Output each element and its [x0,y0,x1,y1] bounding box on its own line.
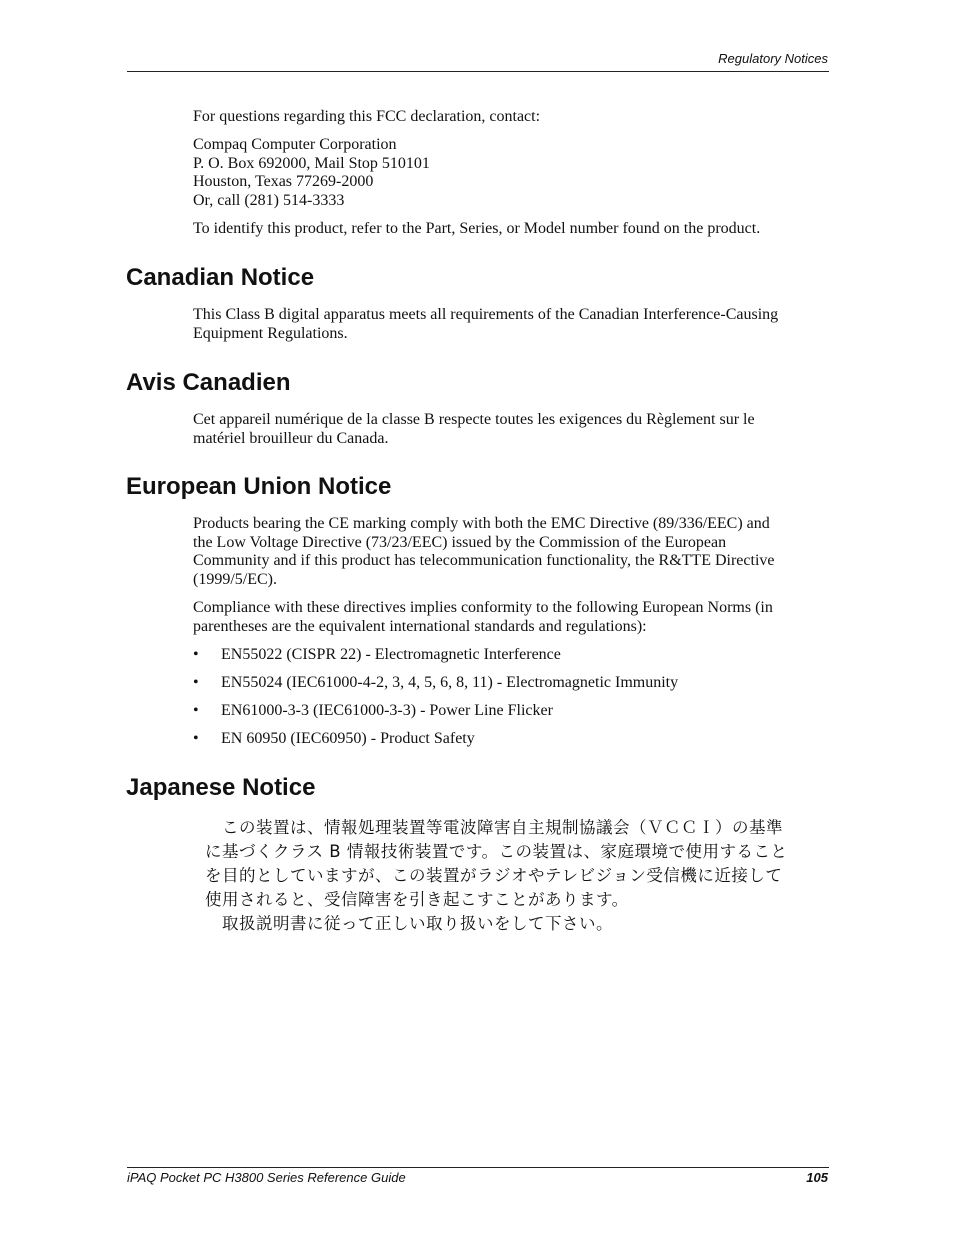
header-rule [127,71,829,72]
text-line: Community and if this product has telecommunication functionality, the R&TTE Directive [193,552,775,570]
canadian-notice-text [193,306,823,343]
avis-canadien-heading: Avis Canadien [126,369,291,396]
address-line: Or, call (281) 514-3333 [193,191,345,209]
footer-document-title: iPAQ Pocket PC H3800 Series Reference Guide [127,1170,406,1185]
address-line: Compaq Computer Corporation [193,136,397,153]
list-item-text: EN 60950 (IEC60950) - Product Safety [221,730,475,747]
fcc-address-block [193,136,823,210]
bullet-marker: • [193,674,199,691]
text-line: Products bearing the CE marking comply with both the EMC Directive (89/336/EEC) and [193,515,770,532]
fcc-identify-text: To identify this product, refer to the Part, Series, or Model number found on the product. [193,220,761,237]
footer-rule [127,1167,829,1168]
eu-paragraph-1 [193,515,823,589]
page-number: 105 [806,1170,828,1185]
text-line: (1999/5/EC). [193,570,277,588]
text-line: Cet appareil numérique de la classe B respecte toutes les exigences du Règlement sur le [193,411,755,428]
list-item-text: EN61000-3-3 (IEC61000-3-3) - Power Line Flicker [221,702,553,719]
text-line: the Low Voltage Directive (73/23/EEC) issued by the Commission of the European [193,533,727,551]
canadian-notice-heading: Canadian Notice [126,264,315,291]
eu-paragraph-2 [193,599,823,636]
avis-canadien-text [193,411,823,448]
text-line: 使用されると、受信障害を引き起こすことがあります。 [205,890,629,909]
address-line: P. O. Box 692000, Mail Stop 510101 [193,154,430,172]
japanese-notice-heading: Japanese Notice [126,774,316,801]
text-line: 取扱説明書に従って正しい取り扱いをして下さい。 [205,914,613,933]
running-header: Regulatory Notices [718,51,828,66]
list-item-text: EN55024 (IEC61000-4-2, 3, 4, 5, 6, 8, 11) - Electromagnetic Immunity [221,674,679,691]
text-line: matériel brouilleur du Canada. [193,429,389,447]
text-line: に基づくクラス B 情報技術装置です。この装置は、家庭環境で使用すること [205,842,788,861]
text-line: This Class B digital apparatus meets all requirements of the Canadian Interference-Causing [193,306,779,323]
eu-notice-heading: European Union Notice [126,473,392,500]
bullet-marker: • [193,646,199,663]
list-item-text: EN55022 (CISPR 22) - Electromagnetic Interference [221,646,561,663]
address-line: Houston, Texas 77269-2000 [193,173,374,191]
text-line: parentheses are the equivalent international standards and regulations): [193,617,647,635]
fcc-contact-intro: For questions regarding this FCC declaration, contact: [193,108,541,125]
text-line: Equipment Regulations. [193,324,348,342]
text-line: Compliance with these directives implies conformity to the following European Norms (in [193,599,773,616]
text-line: この装置は、情報処理装置等電波障害自主規制協議会（ＶＣＣＩ）の基準 [205,818,783,837]
bullet-marker: • [193,730,199,747]
bullet-marker: • [193,702,199,719]
text-line: を目的としていますが、この装置がラジオやテレビジョン受信機に近接して [205,866,783,885]
japanese-notice-text [205,816,825,936]
